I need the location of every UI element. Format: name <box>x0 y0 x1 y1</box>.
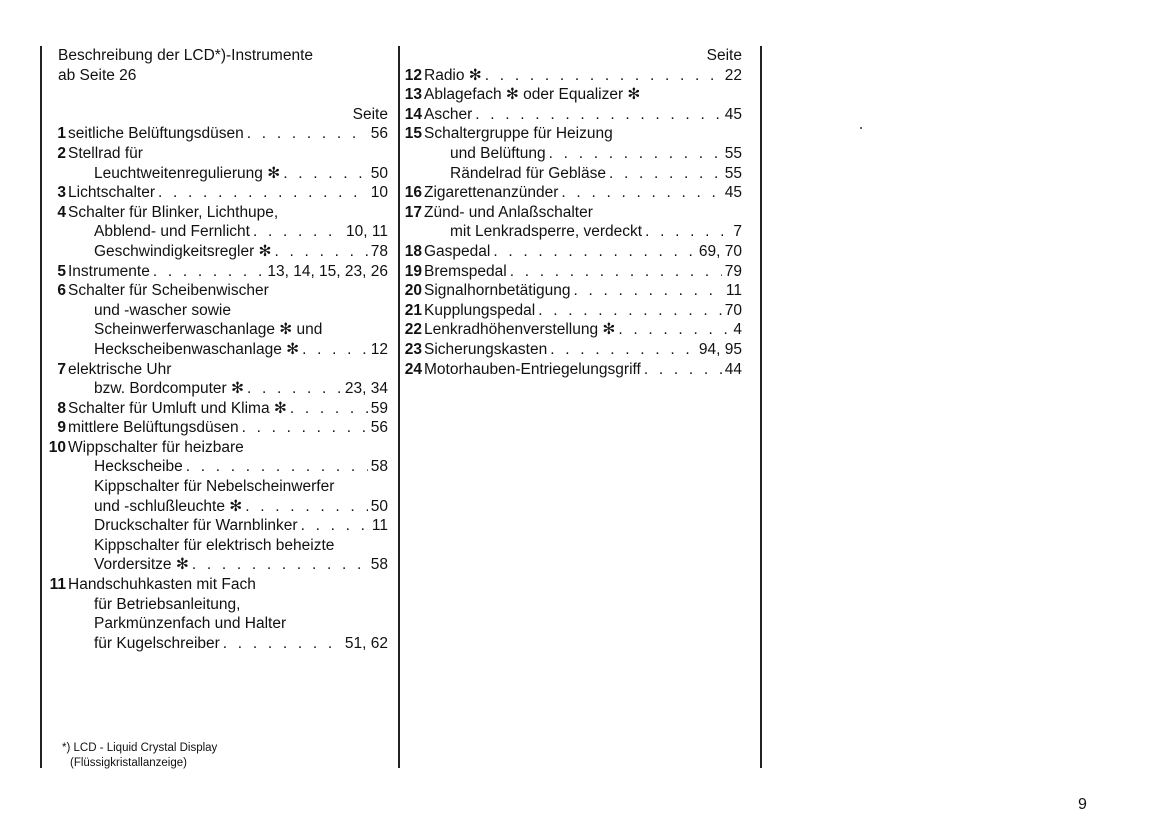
entry-line <box>68 595 388 615</box>
entry-text: Zünd- und Anlaßschalter <box>424 203 593 221</box>
page-reference: 11 <box>725 282 742 300</box>
entry-line <box>68 399 388 419</box>
column-rule-middle <box>398 46 400 768</box>
page-reference: 10 <box>370 184 388 202</box>
dot-leader <box>299 340 368 360</box>
entry-number: 23 <box>404 340 422 358</box>
entry-text: Heckscheibe <box>94 458 183 476</box>
page-reference: 4 <box>733 321 742 339</box>
footnote-line-1: *) LCD - Liquid Crystal Display <box>62 742 218 754</box>
entry-line <box>424 203 742 223</box>
entry-line <box>68 477 388 497</box>
index-entry <box>57 262 388 282</box>
page-reference: 56 <box>370 125 388 143</box>
entry-number: 10 <box>48 438 66 456</box>
page-reference: 45 <box>724 184 742 202</box>
entry-number: 2 <box>57 144 66 162</box>
index-entry <box>404 85 742 105</box>
entry-text: Signalhornbetätigung <box>424 282 571 300</box>
page-reference: 12 <box>370 340 388 358</box>
page-reference: 79 <box>724 262 742 280</box>
entry-number: 7 <box>57 360 66 378</box>
entry-text: Handschuhkasten mit Fach <box>68 576 256 594</box>
entry-text: Bremspedal <box>424 262 507 280</box>
entry-line <box>68 497 388 517</box>
entry-line <box>68 340 388 360</box>
dot-leader <box>507 262 722 282</box>
entry-line <box>68 457 388 477</box>
page-reference: 55 <box>724 164 742 182</box>
entry-number: 20 <box>404 282 422 300</box>
seite-header-left: Seite <box>352 105 388 123</box>
page-reference: 11 <box>371 517 388 535</box>
entry-number: 5 <box>57 262 66 280</box>
entry-line <box>424 301 742 321</box>
entry-text: Rändelrad für Gebläse <box>450 164 606 182</box>
entry-number: 12 <box>404 66 422 84</box>
dot-leader <box>298 516 369 536</box>
seite-header-right: Seite <box>706 47 742 64</box>
dot-leader <box>546 144 722 164</box>
entry-line <box>424 105 742 125</box>
entry-text: Leuchtweitenregulierung ✻ <box>94 164 281 182</box>
entry-text: Kupplungspedal <box>424 301 536 319</box>
entry-number: 22 <box>404 321 422 339</box>
entry-line <box>68 124 388 144</box>
entry-number: 1 <box>57 125 66 143</box>
dot-leader <box>571 281 723 301</box>
entry-text: Vordersitze ✻ <box>94 556 189 574</box>
entry-number: 9 <box>57 419 66 437</box>
entry-number: 3 <box>57 184 66 202</box>
page-reference: 44 <box>724 360 742 378</box>
entry-text: für Betriebsanleitung, <box>94 595 241 613</box>
page-reference: 22 <box>724 66 742 84</box>
entry-text: Schalter für Umluft und Klima ✻ <box>68 399 287 417</box>
intro-line-2: ab Seite 26 <box>58 66 137 84</box>
index-list-left <box>48 124 388 653</box>
page-reference: 45 <box>724 105 742 123</box>
dot-leader <box>242 497 367 517</box>
entry-line <box>68 281 388 301</box>
entry-line <box>68 301 388 321</box>
page-reference: 69, 70 <box>698 242 742 260</box>
dot-leader <box>150 262 264 282</box>
entry-text: Stellrad für <box>68 144 143 162</box>
dot-leader <box>606 164 722 184</box>
dot-leader <box>472 105 722 125</box>
entry-line <box>68 144 388 164</box>
entry-line <box>68 183 388 203</box>
entry-number: 21 <box>404 301 422 319</box>
entry-number: 19 <box>404 262 422 280</box>
left-column <box>48 46 388 653</box>
print-speck <box>860 127 862 129</box>
entry-line <box>424 66 742 86</box>
footnote <box>62 741 217 771</box>
entry-text: Kippschalter für elektrisch beheizte <box>94 536 335 554</box>
entry-number: 15 <box>404 125 422 143</box>
entry-number: 13 <box>404 86 422 104</box>
index-entry <box>57 281 388 359</box>
entry-text: Instrumente <box>68 262 150 280</box>
entry-text: Druckschalter für Warnblinker <box>94 517 298 535</box>
index-entry <box>404 124 742 183</box>
entry-line <box>68 614 388 634</box>
entry-line <box>424 242 742 262</box>
index-entry <box>57 360 388 399</box>
dot-leader <box>280 164 368 184</box>
index-entry <box>49 575 388 653</box>
entry-text: Schalter für Blinker, Lichthupe, <box>68 203 279 221</box>
entry-line <box>424 360 742 380</box>
entry-text: bzw. Bordcomputer ✻ <box>94 380 244 398</box>
index-entry <box>404 242 742 262</box>
page-reference: 13, 14, 15, 23, 26 <box>267 262 388 280</box>
entry-text: Schaltergruppe für Heizung <box>424 125 613 143</box>
page-reference: 94, 95 <box>698 340 742 358</box>
entry-line <box>424 222 742 242</box>
entry-line <box>424 281 742 301</box>
index-entry <box>404 281 742 301</box>
entry-text: seitliche Belüftungsdüsen <box>68 125 244 143</box>
dot-leader <box>641 360 722 380</box>
entry-text: Radio ✻ <box>424 66 482 84</box>
entry-line <box>424 320 742 340</box>
page-reference: 55 <box>724 144 742 162</box>
index-entry <box>57 399 388 419</box>
page-reference: 51, 62 <box>344 634 388 652</box>
dot-leader <box>535 301 722 321</box>
entry-line <box>68 516 388 536</box>
entry-line <box>424 340 742 360</box>
right-column <box>404 46 742 379</box>
page-reference: 7 <box>733 223 742 241</box>
column-rule-left <box>40 46 42 768</box>
index-list-right <box>404 66 742 380</box>
entry-text: Abblend- und Fernlicht <box>94 223 250 241</box>
entry-text: Heckscheibenwaschanlage ✻ <box>94 340 300 358</box>
entry-line <box>424 183 742 203</box>
entry-number: 18 <box>404 242 422 260</box>
page-reference: 23, 34 <box>344 380 388 398</box>
entry-number: 6 <box>57 282 66 300</box>
index-entry <box>404 320 742 340</box>
entry-line <box>68 536 388 556</box>
entry-line <box>68 164 388 184</box>
footnote-line-2: (Flüssigkristallanzeige) <box>70 757 187 769</box>
entry-line <box>68 320 388 340</box>
entry-number: 11 <box>49 576 66 594</box>
entry-text: und -schlußleuchte ✻ <box>94 497 243 515</box>
dot-leader <box>155 183 368 203</box>
entry-line <box>68 379 388 399</box>
index-entry <box>57 203 388 262</box>
entry-text: Lichtschalter <box>68 184 156 202</box>
dot-leader <box>287 399 368 419</box>
dot-leader <box>272 242 368 262</box>
index-entry <box>57 183 388 203</box>
entry-text: Scheinwerferwaschanlage ✻ und <box>94 321 323 339</box>
page-reference: 50 <box>370 164 388 182</box>
entry-line <box>424 85 742 105</box>
entry-text: und -wascher sowie <box>94 301 231 319</box>
entry-text: mit Lenkradsperre, verdeckt <box>450 223 643 241</box>
page-reference: 58 <box>370 458 388 476</box>
entry-text: Lenkradhöhenverstellung ✻ <box>424 321 616 339</box>
index-entry <box>57 418 388 438</box>
page-reference: 58 <box>370 556 388 574</box>
page-number: 9 <box>1078 796 1087 813</box>
entry-text: für Kugelschreiber <box>94 634 220 652</box>
entry-number: 14 <box>404 105 422 123</box>
entry-text: Sicherungskasten <box>424 340 548 358</box>
entry-text: Ascher <box>424 105 473 123</box>
page-reference: 10, 11 <box>346 223 388 241</box>
entry-text: Zigarettenanzünder <box>424 184 559 202</box>
entry-line <box>68 360 388 380</box>
entry-text: mittlere Belüftungsdüsen <box>68 419 239 437</box>
index-entry <box>404 340 742 360</box>
index-entry <box>404 183 742 203</box>
entry-line <box>424 164 742 184</box>
dot-leader <box>250 222 343 242</box>
entry-number: 17 <box>404 203 422 221</box>
entry-line <box>424 124 742 144</box>
dot-leader <box>244 124 368 144</box>
page-reference: 59 <box>370 399 388 417</box>
column-rule-right <box>760 46 762 768</box>
entry-text: Schalter für Scheibenwischer <box>68 282 269 300</box>
page-reference: 56 <box>370 419 388 437</box>
dot-leader <box>490 242 696 262</box>
dot-leader <box>615 320 730 340</box>
entry-text: Kippschalter für Nebelscheinwerfer <box>94 478 335 496</box>
dot-leader <box>558 183 721 203</box>
entry-number: 8 <box>57 399 66 417</box>
index-entry <box>404 301 742 321</box>
dot-leader <box>642 222 730 242</box>
index-entry <box>48 438 388 575</box>
dot-leader <box>547 340 696 360</box>
entry-line <box>68 262 388 282</box>
entry-line <box>68 242 388 262</box>
entry-line <box>68 575 388 595</box>
entry-text: Geschwindigkeitsregler ✻ <box>94 242 272 260</box>
page-reference: 78 <box>370 242 388 260</box>
entry-text: Motorhauben-Entriegelungsgriff <box>424 360 641 378</box>
dot-leader <box>482 66 722 86</box>
entry-text: Wippschalter für heizbare <box>68 438 244 456</box>
index-entry <box>404 66 742 86</box>
intro-line-1: Beschreibung der LCD*)-Instrumente <box>58 47 314 64</box>
entry-number: 4 <box>57 203 66 221</box>
entry-text: Gaspedal <box>424 242 491 260</box>
index-entry <box>404 203 742 242</box>
entry-line <box>424 262 742 282</box>
page-reference: 50 <box>370 497 388 515</box>
entry-number: 24 <box>404 360 422 378</box>
entry-line <box>68 222 388 242</box>
entry-line <box>68 418 388 438</box>
entry-text: elektrische Uhr <box>68 360 172 378</box>
index-entry <box>404 360 742 380</box>
entry-line <box>68 555 388 575</box>
entry-line <box>68 634 388 654</box>
entry-line <box>424 144 742 164</box>
index-entry <box>57 124 388 144</box>
dot-leader <box>189 555 368 575</box>
dot-leader <box>244 379 342 399</box>
page-reference: 70 <box>724 301 742 319</box>
index-entry <box>404 262 742 282</box>
dot-leader <box>239 418 368 438</box>
entry-text: Parkmünzenfach und Halter <box>94 615 287 633</box>
dot-leader <box>183 457 368 477</box>
index-entry <box>57 144 388 183</box>
entry-number: 16 <box>404 184 422 202</box>
entry-text: und Belüftung <box>450 144 546 162</box>
entry-line <box>68 438 388 458</box>
entry-line <box>68 203 388 223</box>
dot-leader <box>220 634 342 654</box>
entry-text: Ablagefach ✻ oder Equalizer ✻ <box>424 86 641 104</box>
index-entry <box>404 105 742 125</box>
